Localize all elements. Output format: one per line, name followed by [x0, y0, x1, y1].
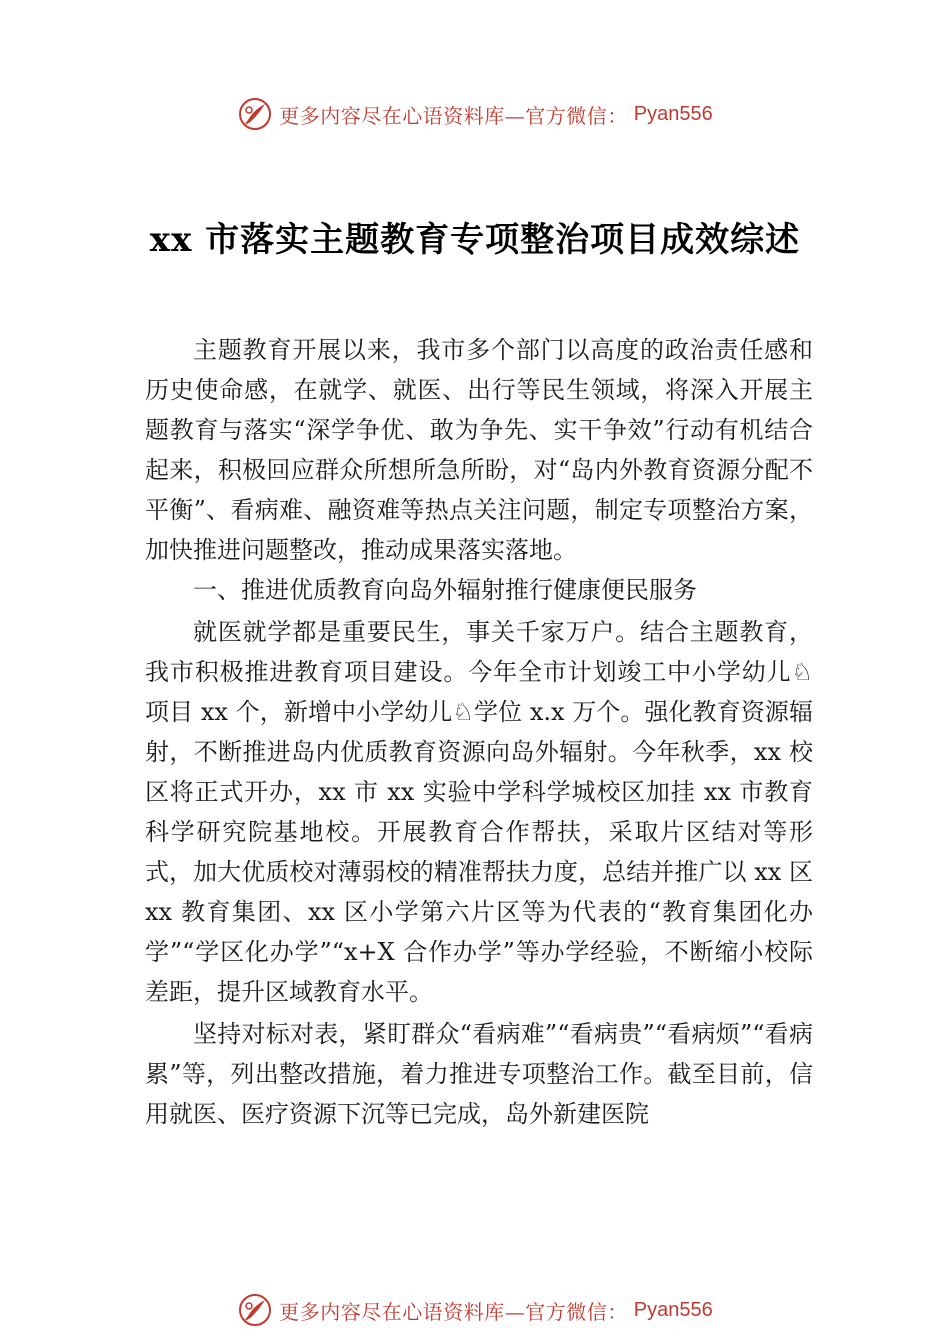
paragraph-healthcare: 坚持对标对表，紧盯群众“看病难”“看病贵”“看病烦”“看病累”等，列出整改措施，着力推进专项整治工作。截至目前，信用就医、医疗资源下沉等已完成，岛外新建医院	[145, 1020, 813, 1128]
quill-logo-icon	[237, 1292, 273, 1328]
section-heading: 一、推进优质教育向岛外辐射推行健康便民服务	[193, 576, 697, 604]
footer-watermark	[0, 1290, 950, 1330]
paragraph-education: 就医就学都是重要民生，事关千家万户。结合主题教育，我市积极推进教育项目建设。今年全市计划竣工中小学幼儿♘项目 xx 个，新增中小学幼儿♘学位 x.x 万个。强化教育资源辐射，不断推进岛内优质教育资源向岛外辐射。今年秋季，xx 校区将正式开办，xx 市 xx 实验中学科学城校区加挂 xx 市教育科学研究院基地校。开展教育合作帮扶，采取片区结对等形式，加大优质校对薄弱校的精准帮扶力度，总结并推广以 xx 区 xx 教育集团、xx 区小学第六片区等为代表的“教育集团化办学”“学区化办学”“x+X 合作办学”等办学经验，不断缩小校际差距，提升区域教育水平。	[145, 618, 813, 1006]
quill-logo-icon	[237, 96, 273, 132]
watermark-handle: Pyan556	[633, 1298, 713, 1321]
watermark-text: 更多内容尽在心语资料库—官方微信：	[279, 103, 628, 128]
document-title: xx 市落实主题教育专项整治项目成效综述	[149, 220, 801, 260]
watermark-text: 更多内容尽在心语资料库—官方微信：	[279, 1299, 628, 1324]
paragraph-intro: 主题教育开展以来，我市多个部门以高度的政治责任感和历史使命感，在就学、就医、出行等民生领域，将深入开展主题教育与落实“深学争优、敢为争先、实干争效”行动有机结合起来，积极回应群众所想所急所盼，对“岛内外教育资源分配不平衡”、看病难、融资难等热点关注问题，制定专项整治方案，加快推进问题整改，推动成果落实落地。	[145, 336, 813, 564]
watermark-handle: Pyan556	[633, 102, 713, 125]
header-watermark	[0, 94, 950, 134]
document-body	[145, 330, 813, 1134]
